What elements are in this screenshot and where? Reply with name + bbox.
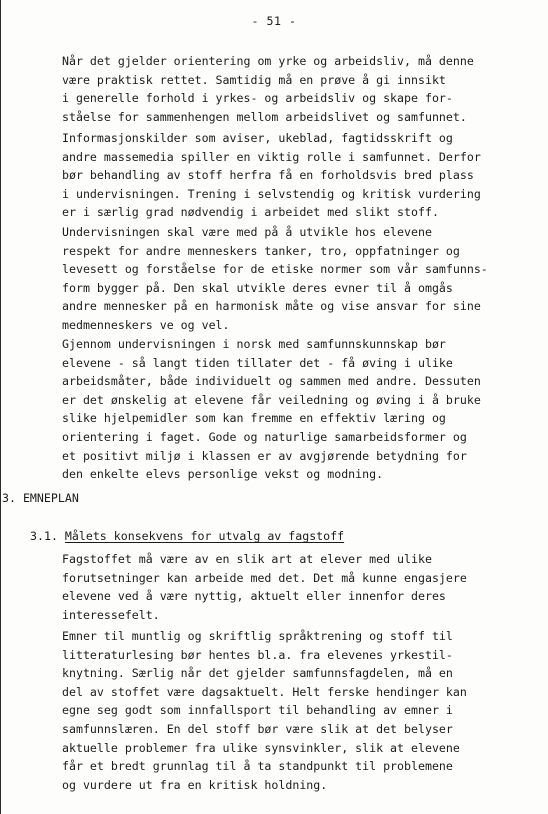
text-line: ståelse for sammenhengen mellom arbeidslivet og samfunnet. — [62, 109, 467, 124]
text-line: andre massemedia spiller en viktig rolle i samfunnet. Derfor — [62, 149, 481, 164]
paragraph-respect — [62, 223, 532, 335]
paragraph-orientation — [62, 52, 532, 126]
text-line: slike hjelpemidler som kan fremme en effektiv læring og — [62, 411, 446, 426]
text-line: Undervisningen skal være med på å utvikle hos elevene — [62, 225, 432, 239]
paragraph-work-methods — [62, 335, 532, 484]
text-line: andre mennesker på en harmonisk måte og vise ansvar for sine — [62, 299, 481, 314]
paragraph-information-sources — [62, 129, 532, 222]
text-line: Når det gjelder orientering om yrke og arbeidsliv, må denne — [62, 54, 474, 68]
text-line: del av stoffet være dagsaktuelt. Helt ferske hendinger kan — [62, 684, 467, 699]
section-heading — [2, 489, 79, 508]
text-line: litteraturlesing bør hentes bl.a. fra elevenes yrkestil- — [62, 647, 453, 662]
subsection-heading — [30, 527, 344, 546]
paragraph-topics — [62, 627, 532, 794]
text-line: respekt for andre menneskers tanker, tro, oppfatninger og — [62, 243, 460, 258]
text-line: bør behandling av stoff herfra få en forholdsvis bred plass — [62, 168, 474, 183]
text-line: egne seg godt som innfallsport til behandling av emner i — [62, 703, 453, 718]
text-line: være praktisk rettet. Samtidig må en prøve å gi innsikt — [62, 72, 446, 87]
text-line: aktuelle problemer fra ulike synsvinkler, slik at elevene — [62, 740, 460, 755]
paragraph-subject-matter — [62, 550, 532, 624]
text-line: i generelle forhold i yrkes- og arbeidsliv og skape for- — [62, 91, 453, 106]
text-line: er i særlig grad nødvendig i arbeidet med slikt stoff. — [62, 205, 439, 220]
text-line: Informasjonskilder som aviser, ukeblad, fagtidsskrift og — [62, 131, 453, 145]
text-line: levesett og forståelse for de etiske normer som vår samfunns- — [62, 262, 488, 277]
text-line: Gjennom undervisningen i norsk med samfunnskunnskap bør — [62, 337, 446, 351]
text-line: samfunnslæren. En del stoff bør være slik at det belyser — [62, 721, 453, 736]
page-number: - 51 - — [251, 14, 297, 28]
text-line: i undervisningen. Trening i selvstendig og kritisk vurdering — [62, 186, 481, 201]
text-line: orientering i faget. Gode og naturlige samarbeidsformer og — [62, 429, 467, 444]
text-line: får et bredt grunnlag til å ta standpunkt til problemene — [62, 759, 453, 774]
subsection-title: Målets konsekvens for utvalg av fagstoff — [64, 529, 345, 543]
text-line: elevene - så langt tiden tillater det - få øving i ulike — [62, 355, 453, 370]
subsection-number: 3.1. — [30, 529, 58, 543]
text-line: og vurdere ut fra en kritisk holdning. — [62, 777, 328, 792]
scan-edge — [0, 0, 1, 814]
text-line: medmenneskers ve og vel. — [62, 317, 230, 332]
text-line: knytning. Særlig når det gjelder samfunnsfagdelen, må en — [62, 666, 453, 681]
text-line: elevene ved å være nyttig, aktuelt eller innenfor deres — [62, 589, 446, 604]
section-number: 3. — [2, 491, 16, 505]
section-title: EMNEPLAN — [22, 491, 79, 505]
text-line: interessefelt. — [62, 607, 160, 622]
text-line: form bygger på. Den skal utvikle deres evner til å omgås — [62, 280, 453, 295]
text-line: arbeidsmåter, både individuelt og sammen med andre. Dessuten — [62, 374, 481, 389]
text-line: er det ønskelig at elevene får veiledning og øving i å bruke — [62, 392, 481, 407]
text-line: forutsetninger kan arbeide med det. Det må kunne engasjere — [62, 570, 467, 585]
text-line: den enkelte elevs personlige vekst og modning. — [62, 467, 384, 482]
text-line: et positivt miljø i klassen er av avgjørende betydning for — [62, 448, 467, 463]
text-line: Emner til muntlig og skriftlig språktrening og stoff til — [62, 629, 453, 643]
text-line: Fagstoffet må være av en slik art at elever med ulike — [62, 552, 432, 566]
